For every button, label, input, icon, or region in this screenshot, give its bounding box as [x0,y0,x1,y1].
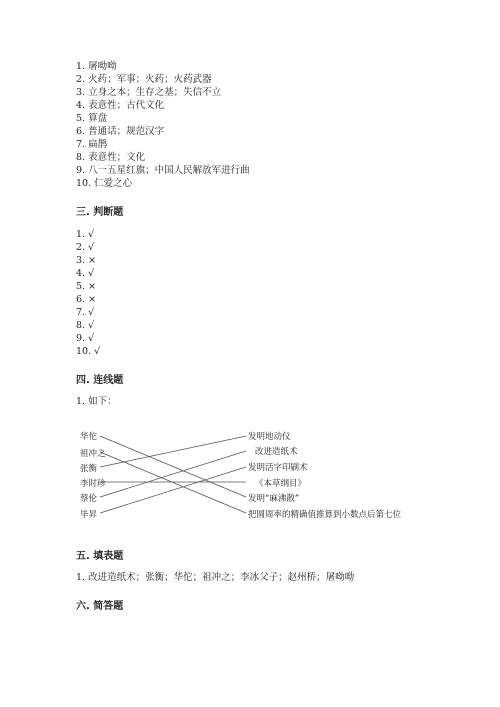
judgement-item: 2. √ [76,242,95,253]
matching-intro: 1. 如下： [76,396,117,407]
judgement-item: 7. √ [76,307,95,318]
section-title-matching: 四. 连线题 [76,375,124,386]
answer-item: 7. 扁鹊 [76,139,108,150]
right-item: 发明“麻沸散” [248,494,300,504]
judgement-item: 4. √ [76,268,95,279]
judgement-item: 6. × [76,294,97,305]
left-item: 蔡伦 [80,494,98,504]
left-item: 祖冲之 [80,449,106,459]
matching-diagram [70,425,430,525]
left-item: 张衡 [80,464,98,474]
answer-item: 2. 火药；军事；火药；火药武器 [76,74,212,85]
matching-right-column [248,431,402,520]
section-title-fill-table: 五. 填表题 [76,551,124,562]
answer-item: 3. 立身之本；生存之基；失信不立 [76,87,222,98]
right-item: 发明地动仪 [248,432,291,442]
fill-table-answer: 1. 改进造纸术；张衡；华佗；祖冲之；李冰父子；赵州桥；屠呦呦 [76,572,355,583]
left-item: 毕昇 [80,510,98,520]
matching-links [100,436,246,513]
answer-item: 4. 表意性；古代文化 [76,100,165,111]
right-item: 把圆周率的精确值推算到小数点后第七位 [248,510,402,520]
answer-item: 10. 仁爱之心 [76,178,133,189]
judgement-item: 5. × [76,281,97,292]
judgement-item: 10. √ [76,346,101,357]
answer-item: 5. 算盘 [76,113,108,124]
left-item: 华佗 [80,432,98,442]
right-item: 《本草纲目》 [255,479,307,489]
judgement-item: 3. × [76,255,97,266]
matching-line [100,436,246,467]
answer-item: 1. 屠呦呦 [76,61,117,72]
judgement-item: 1. √ [76,229,95,240]
judgement-item: 9. √ [76,333,95,344]
judgement-item: 8. √ [76,320,95,331]
matching-line [100,436,246,497]
answer-item: 9. 八一五星红旗；中国人民解放军进行曲 [76,165,250,176]
right-item: 发明活字印刷术 [248,463,308,473]
answer-item: 6. 普通话；规范汉字 [76,126,165,137]
right-item: 改进造纸术 [255,447,298,457]
left-item: 李时珍 [80,479,106,489]
section-title-short-answer: 六. 简答题 [76,601,124,612]
section-title-judgement: 三. 判断题 [76,207,124,218]
matching-line [100,452,246,513]
answer-item: 8. 表意性；文化 [76,152,146,163]
matching-left-column [80,431,106,520]
